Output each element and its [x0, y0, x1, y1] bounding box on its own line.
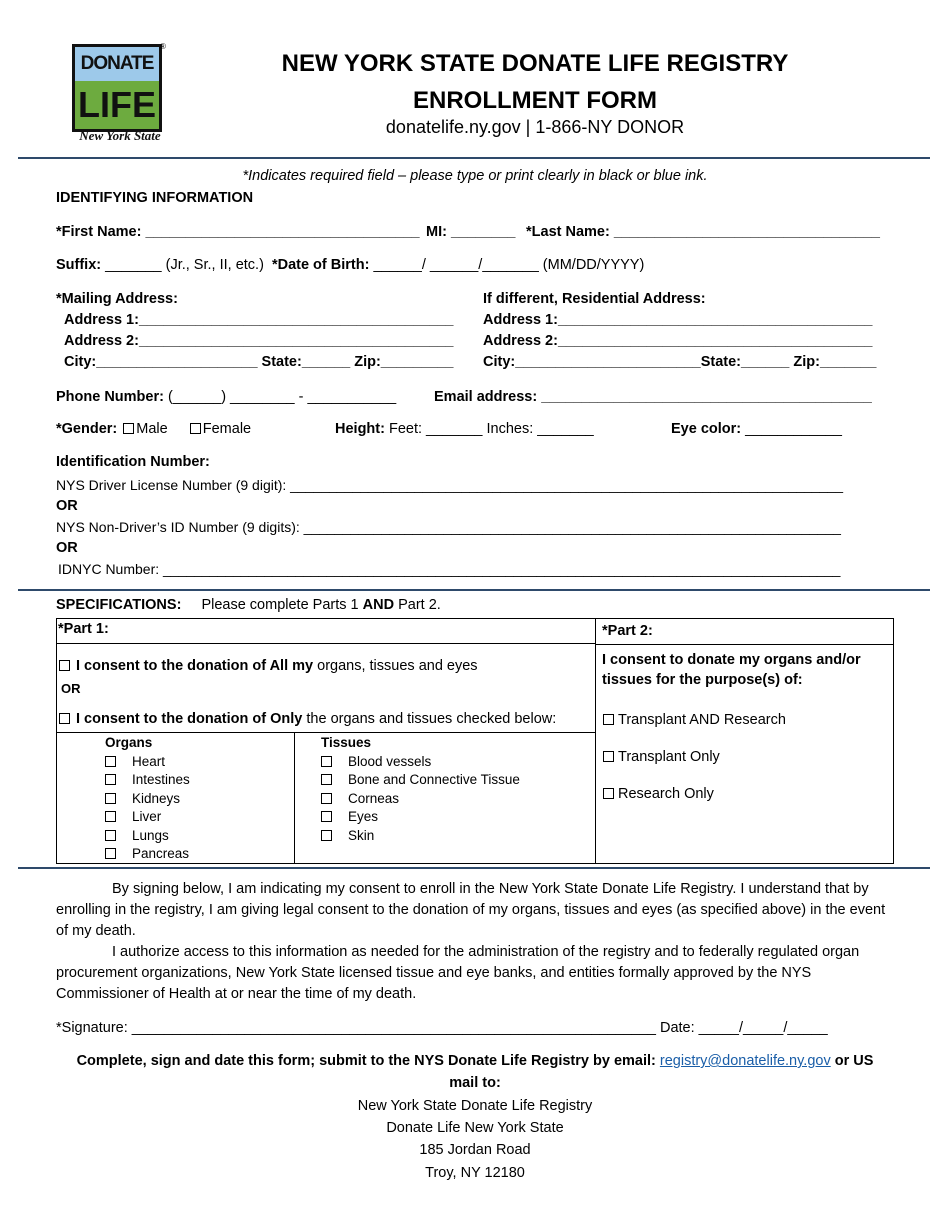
table-col-divider — [595, 619, 596, 863]
checkbox-icon[interactable] — [105, 793, 116, 804]
last-name-field[interactable]: *Last Name: _________________________________ — [526, 224, 880, 240]
logo-new-york-state-text: New York State — [79, 128, 161, 143]
specifications-instruction: Please complete Parts 1 AND Part 2. — [201, 597, 441, 613]
consent-all-text: organs, tissues and eyes — [313, 658, 478, 674]
submission-instructions: Complete, sign and date this form; submit to the NYS Donate Life Registry by email: registry@donatelife.ny.gov or US — [76, 1053, 874, 1069]
gender-label: *Gender: — [56, 421, 118, 437]
tissue-item-corneas[interactable]: Corneas — [321, 790, 520, 809]
tissue-item-blood-vessels[interactable]: Blood vessels — [321, 753, 520, 772]
eye-color-row — [671, 421, 842, 437]
mailing-address-heading: *Mailing Address: — [56, 291, 178, 307]
organ-item-liver[interactable]: Liver — [105, 808, 190, 827]
organs-heading: Organs — [105, 735, 153, 750]
consent-only-row — [59, 711, 556, 727]
mailing-city-state-zip-field[interactable]: City:____________________ State:______ Zip:_________ — [64, 354, 454, 370]
consent-only-bold: I consent to the donation of Only — [76, 711, 303, 727]
consent-all-checkbox[interactable] — [59, 660, 70, 671]
height-row — [335, 421, 594, 437]
submission-instructions-line2: mail to: — [449, 1075, 501, 1091]
specifications-row — [56, 597, 441, 613]
purpose-transplant-only[interactable]: Transplant Only — [603, 749, 720, 765]
email-field[interactable]: _________________________________________ — [541, 389, 872, 405]
driver-license-field[interactable]: NYS Driver License Number (9 digit): _______________________________________________________________________ — [56, 477, 844, 493]
first-name-field[interactable]: *First Name: __________________________________ — [56, 224, 420, 240]
section-divider-1 — [18, 589, 930, 591]
consent-all-bold: I consent to the donation of All my — [76, 658, 314, 674]
residential-address2-field[interactable]: Address 2:_______________________________________ — [483, 333, 873, 349]
height-label: Height: — [335, 421, 385, 437]
residential-city-state-zip-field[interactable]: City:_______________________State:______ Zip:_______ — [483, 354, 877, 370]
identification-heading: Identification Number: — [56, 454, 210, 470]
checkbox-icon[interactable] — [603, 788, 614, 799]
checkbox-icon[interactable] — [321, 811, 332, 822]
organs-tissues-divider — [294, 732, 295, 863]
tissue-item-skin[interactable]: Skin — [321, 827, 520, 846]
dob-field[interactable]: ______/ ______/_______ (MM/DD/YYYY) — [373, 257, 645, 273]
phone-row — [56, 389, 396, 405]
height-field[interactable]: Feet: _______ Inches: _______ — [388, 421, 594, 437]
checkbox-icon[interactable] — [105, 848, 116, 859]
specifications-label: SPECIFICATIONS: — [56, 597, 182, 613]
mailing-address1-field[interactable]: Address 1:_______________________________________ — [64, 312, 454, 328]
purpose-transplant-research[interactable]: Transplant AND Research — [603, 712, 786, 728]
logo-life-text: LIFE — [78, 84, 156, 125]
consent-only-checkbox[interactable] — [59, 713, 70, 724]
consent-paragraph-1: By signing below, I am indicating my consent to enroll in the New York State Donate Life Registry. I understand that by enrolling in the registry, I am giving legal consent to the donation of my organs, tissues and eyes (as specified above) in the event of my death. — [56, 881, 886, 939]
dob-label: *Date of Birth: — [271, 257, 370, 273]
header-divider — [18, 157, 930, 159]
part2-header-line — [595, 644, 893, 645]
tissues-heading: Tissues — [321, 735, 372, 750]
tissues-list — [321, 734, 520, 845]
consent-all-row — [59, 658, 478, 674]
consent-only-text: the organs and tissues checked below: — [302, 711, 557, 727]
signature-date-field[interactable]: *Signature: _________________________________________________________________ Date: _____/_____/_____ — [56, 1020, 828, 1036]
organ-item-pancreas[interactable]: Pancreas — [105, 845, 190, 864]
organs-list — [105, 734, 190, 864]
email-label: Email address: — [434, 389, 538, 405]
idnyc-field[interactable]: IDNYC Number: _______________________________________________________________________________________ — [58, 561, 841, 577]
suffix-label: Suffix: — [56, 257, 102, 273]
page-subtitle: donatelife.ny.gov | 1-866-NY DONOR — [385, 117, 685, 137]
section-heading-identifying: IDENTIFYING INFORMATION — [56, 190, 254, 206]
organ-item-intestines[interactable]: Intestines — [105, 771, 190, 790]
mail-address-line4: Troy, NY 12180 — [425, 1165, 525, 1181]
female-checkbox[interactable] — [190, 423, 201, 434]
checkbox-icon[interactable] — [105, 756, 116, 767]
mailing-address2-field[interactable]: Address 2:_______________________________________ — [64, 333, 454, 349]
part2-consent-line1: I consent to donate my organs and/or — [602, 652, 861, 668]
mail-address-line2: Donate Life New York State — [386, 1120, 564, 1136]
organ-item-kidneys[interactable]: Kidneys — [105, 790, 190, 809]
suffix-row — [56, 257, 644, 273]
mail-address-line3: 185 Jordan Road — [419, 1142, 531, 1158]
gender-row — [56, 421, 251, 437]
required-note: *Indicates required field – please type or print clearly in black or blue ink. — [242, 168, 708, 184]
organs-tissues-top-line — [57, 732, 595, 733]
eye-color-field[interactable]: ____________ — [745, 421, 842, 437]
residential-address-heading: If different, Residential Address: — [483, 291, 706, 307]
purpose-research-only[interactable]: Research Only — [603, 786, 714, 802]
organ-item-heart[interactable]: Heart — [105, 753, 190, 772]
organ-item-lungs[interactable]: Lungs — [105, 827, 190, 846]
page-title-line2: ENROLLMENT FORM — [413, 87, 657, 114]
checkbox-icon[interactable] — [603, 751, 614, 762]
mail-address-line1: New York State Donate Life Registry — [357, 1098, 593, 1114]
checkbox-icon[interactable] — [105, 811, 116, 822]
male-checkbox[interactable] — [123, 423, 134, 434]
checkbox-icon[interactable] — [321, 830, 332, 841]
section-divider-2 — [18, 867, 930, 869]
phone-field[interactable]: (______) ________ - ___________ — [167, 389, 397, 405]
checkbox-icon[interactable] — [321, 793, 332, 804]
checkbox-icon[interactable] — [603, 714, 614, 725]
tissue-item-eyes[interactable]: Eyes — [321, 808, 520, 827]
checkbox-icon[interactable] — [321, 774, 332, 785]
consent-paragraph-2: I authorize access to this information as needed for the administration of the registry and to federally regulated organ procurement organizations, New York State licensed tissue and eye banks, and entities formally approved by the NYS Commissioner of Health at or near the time of my death. — [56, 944, 860, 1002]
checkbox-icon[interactable] — [105, 774, 116, 785]
part1-header-line — [57, 643, 595, 644]
suffix-field[interactable]: _______ (Jr., Sr., II, etc.) — [105, 257, 264, 273]
female-label: Female — [202, 421, 252, 437]
email-row — [434, 389, 872, 405]
logo-registered-mark: ® — [160, 42, 166, 51]
eye-color-label: Eye color: — [671, 421, 742, 437]
non-driver-id-field[interactable]: NYS Non-Driver’s ID Number (9 digits): _____________________________________________________________________ — [56, 519, 841, 535]
registry-email-link[interactable]: registry@donatelife.ny.gov — [659, 1053, 831, 1069]
checkbox-icon[interactable] — [105, 830, 116, 841]
or-label-1: OR — [56, 498, 78, 514]
part2-title: *Part 2: — [602, 623, 653, 639]
specifications-table — [56, 618, 894, 864]
donate-life-logo — [66, 42, 174, 146]
male-label: Male — [136, 421, 168, 437]
part1-or-label: OR — [61, 681, 81, 696]
middle-initial-field[interactable]: MI: ________ — [426, 224, 516, 240]
residential-address1-field[interactable]: Address 1:_______________________________________ — [483, 312, 873, 328]
page-title: NEW YORK STATE DONATE LIFE REGISTRY — [281, 50, 789, 77]
phone-label: Phone Number: — [56, 389, 164, 405]
or-label-2: OR — [56, 540, 78, 556]
tissue-item-bone[interactable]: Bone and Connective Tissue — [321, 771, 520, 790]
checkbox-icon[interactable] — [321, 756, 332, 767]
part2-consent-line2: tissues for the purpose(s) of: — [602, 672, 803, 688]
part1-title: *Part 1: — [58, 621, 109, 637]
logo-donate-text: DONATE — [75, 47, 159, 81]
